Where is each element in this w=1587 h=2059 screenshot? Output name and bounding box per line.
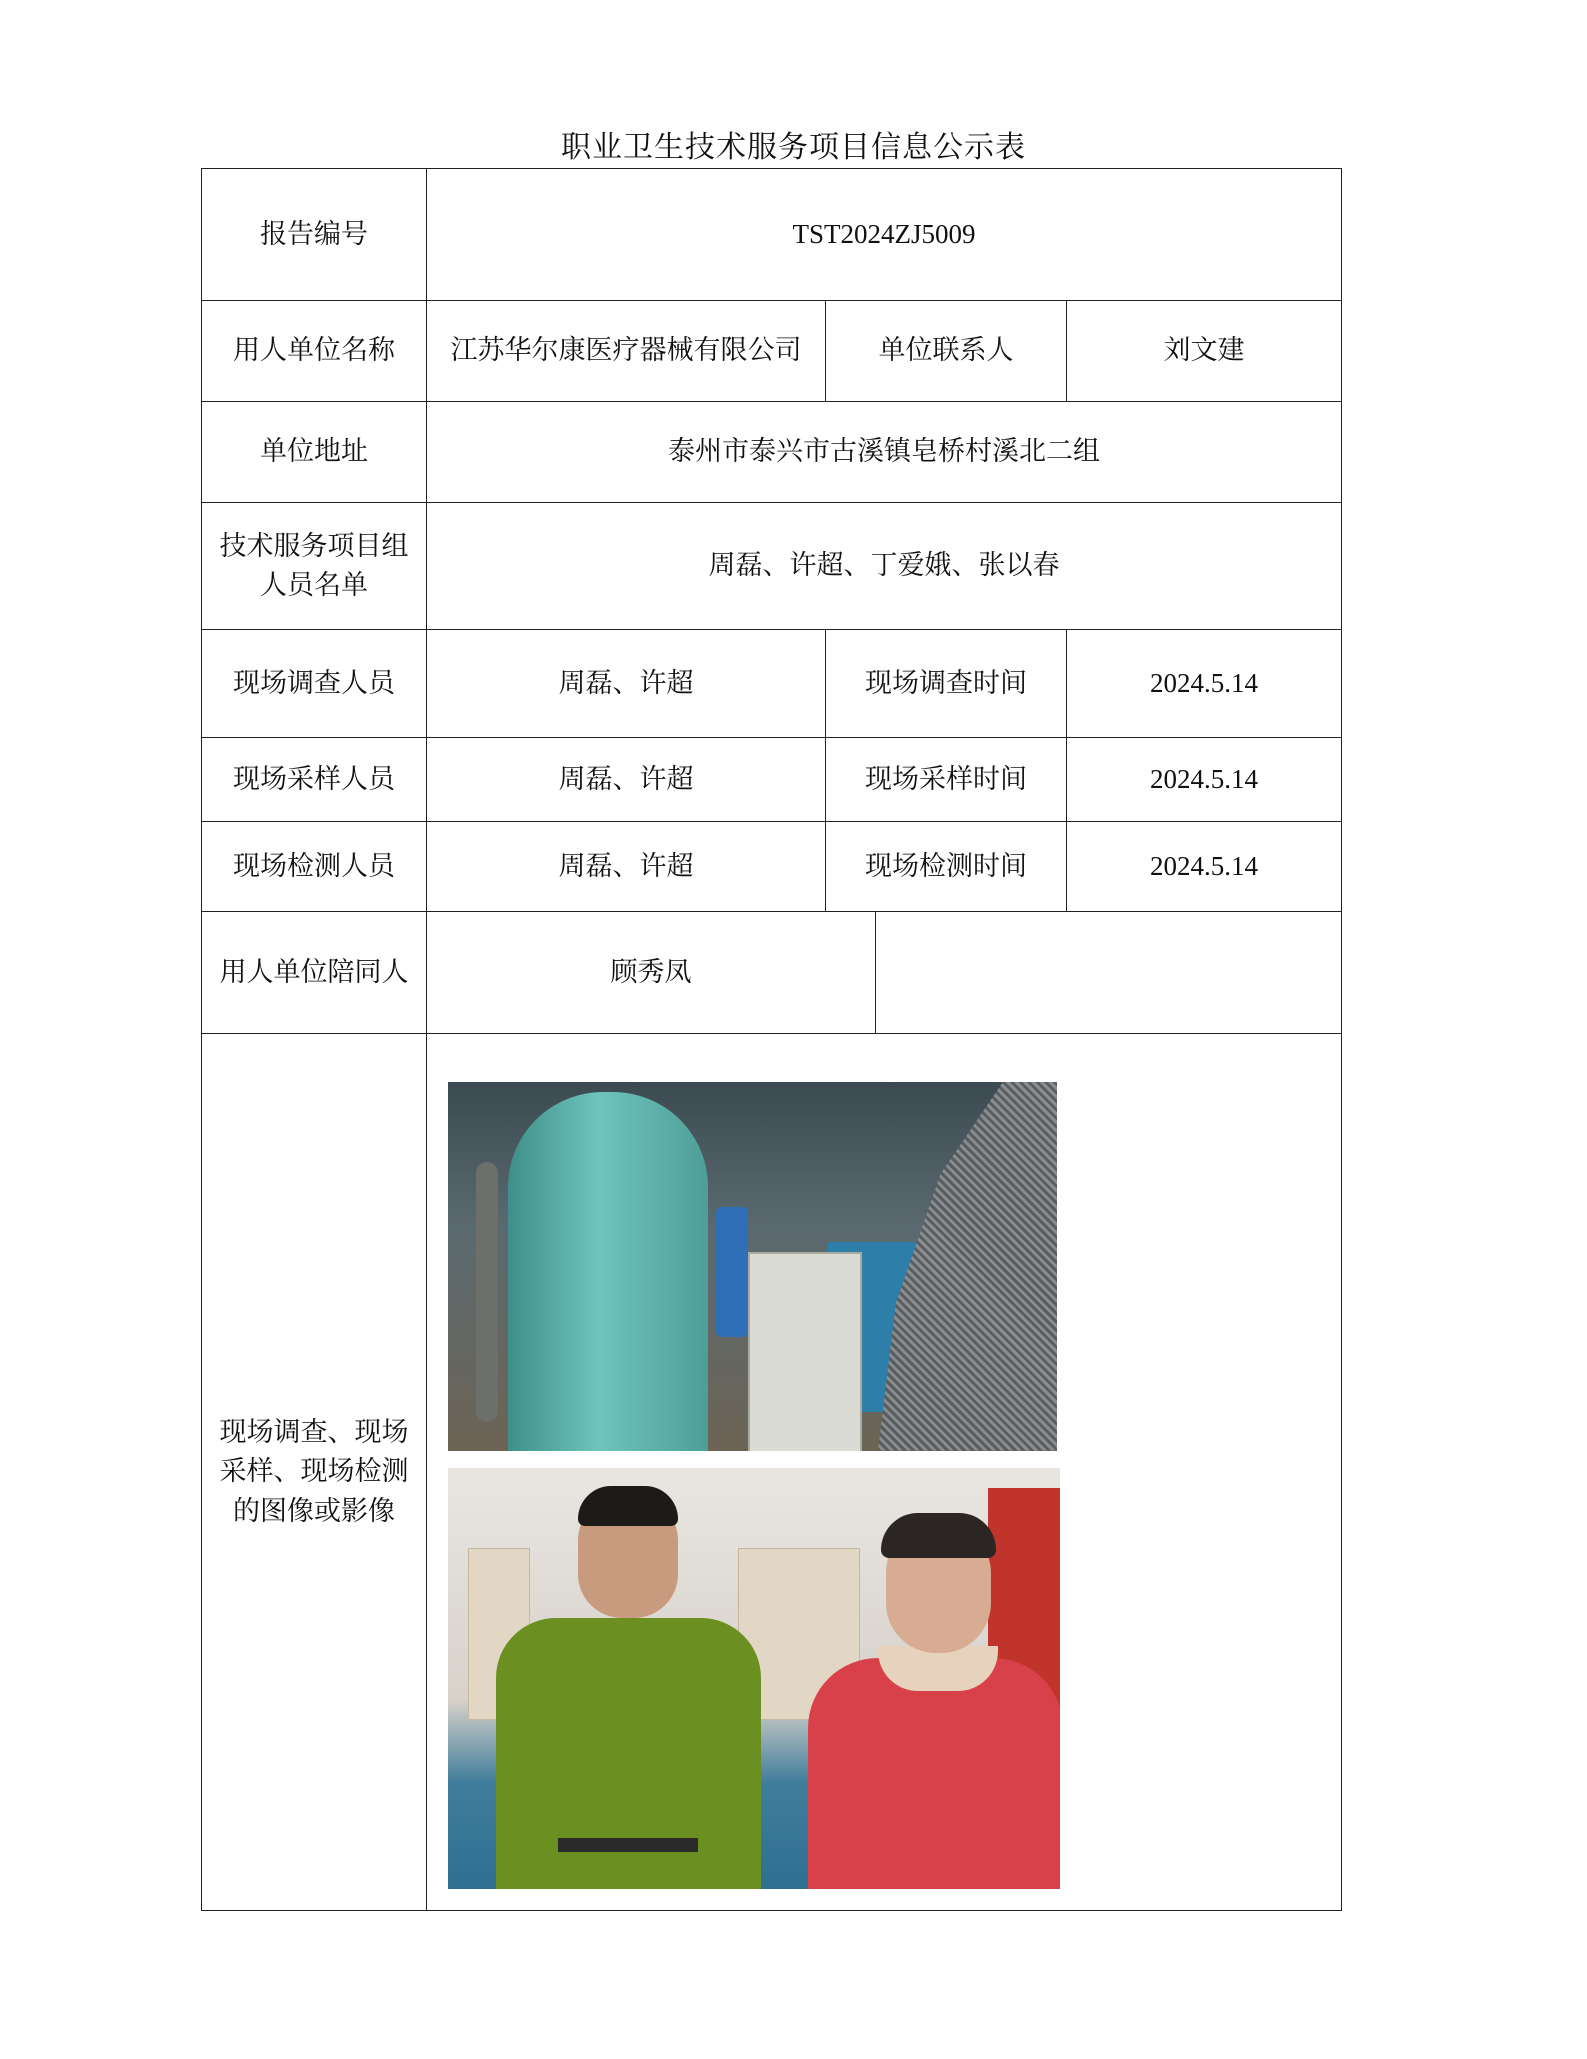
row-testing (202, 822, 1342, 912)
survey-value: 周磊、许超 (427, 630, 826, 738)
row-team (202, 503, 1342, 630)
companion-blank (876, 912, 1342, 1034)
air-tank-shape (508, 1092, 708, 1451)
sampling-time-label: 现场采样时间 (826, 738, 1067, 822)
images-label: 现场调查、现场采样、现场检测的图像或影像 (202, 1034, 427, 1911)
companion-value: 顾秀凤 (427, 912, 876, 1034)
contact-value: 刘文建 (1067, 301, 1342, 402)
row-survey (202, 630, 1342, 738)
address-label: 单位地址 (202, 402, 427, 503)
info-table (201, 168, 1342, 1911)
sampling-value: 周磊、许超 (427, 738, 826, 822)
row-employer (202, 301, 1342, 402)
row-images (202, 1034, 1342, 1911)
row-sampling (202, 738, 1342, 822)
pipe-shape (476, 1162, 498, 1422)
person-woman-body (808, 1658, 1060, 1889)
address-value: 泰州市泰兴市古溪镇皂桥村溪北二组 (427, 402, 1342, 503)
page-title: 职业卫生技术服务项目信息公示表 (561, 130, 1026, 165)
testing-value: 周磊、许超 (427, 822, 826, 912)
survey-label: 现场调查人员 (202, 630, 427, 738)
companion-label: 用人单位陪同人 (202, 912, 427, 1034)
row-report-no (202, 169, 1342, 301)
team-label: 技术服务项目组人员名单 (202, 503, 427, 630)
sampling-label: 现场采样人员 (202, 738, 427, 822)
filter-shape (716, 1207, 748, 1337)
report-no-label: 报告编号 (202, 169, 427, 301)
site-photo-equipment (448, 1082, 1057, 1451)
team-value: 周磊、许超、丁爱娥、张以春 (427, 503, 1342, 630)
survey-time-label: 现场调查时间 (826, 630, 1067, 738)
testing-label: 现场检测人员 (202, 822, 427, 912)
testing-time-label: 现场检测时间 (826, 822, 1067, 912)
site-photo-people (448, 1468, 1060, 1889)
row-companion (202, 912, 1342, 1034)
images-cell (427, 1034, 1342, 1911)
report-no-value: TST2024ZJ5009 (427, 169, 1342, 301)
employer-label: 用人单位名称 (202, 301, 427, 402)
person-man-hair (578, 1486, 678, 1526)
row-address (202, 402, 1342, 503)
testing-time-value: 2024.5.14 (1067, 822, 1342, 912)
survey-time-value: 2024.5.14 (1067, 630, 1342, 738)
contact-label: 单位联系人 (826, 301, 1067, 402)
person-man-belt (558, 1838, 698, 1852)
employer-value: 江苏华尔康医疗器械有限公司 (427, 301, 826, 402)
sampling-time-value: 2024.5.14 (1067, 738, 1342, 822)
person-woman-hair (881, 1513, 996, 1558)
control-cabinet-shape (748, 1252, 862, 1451)
